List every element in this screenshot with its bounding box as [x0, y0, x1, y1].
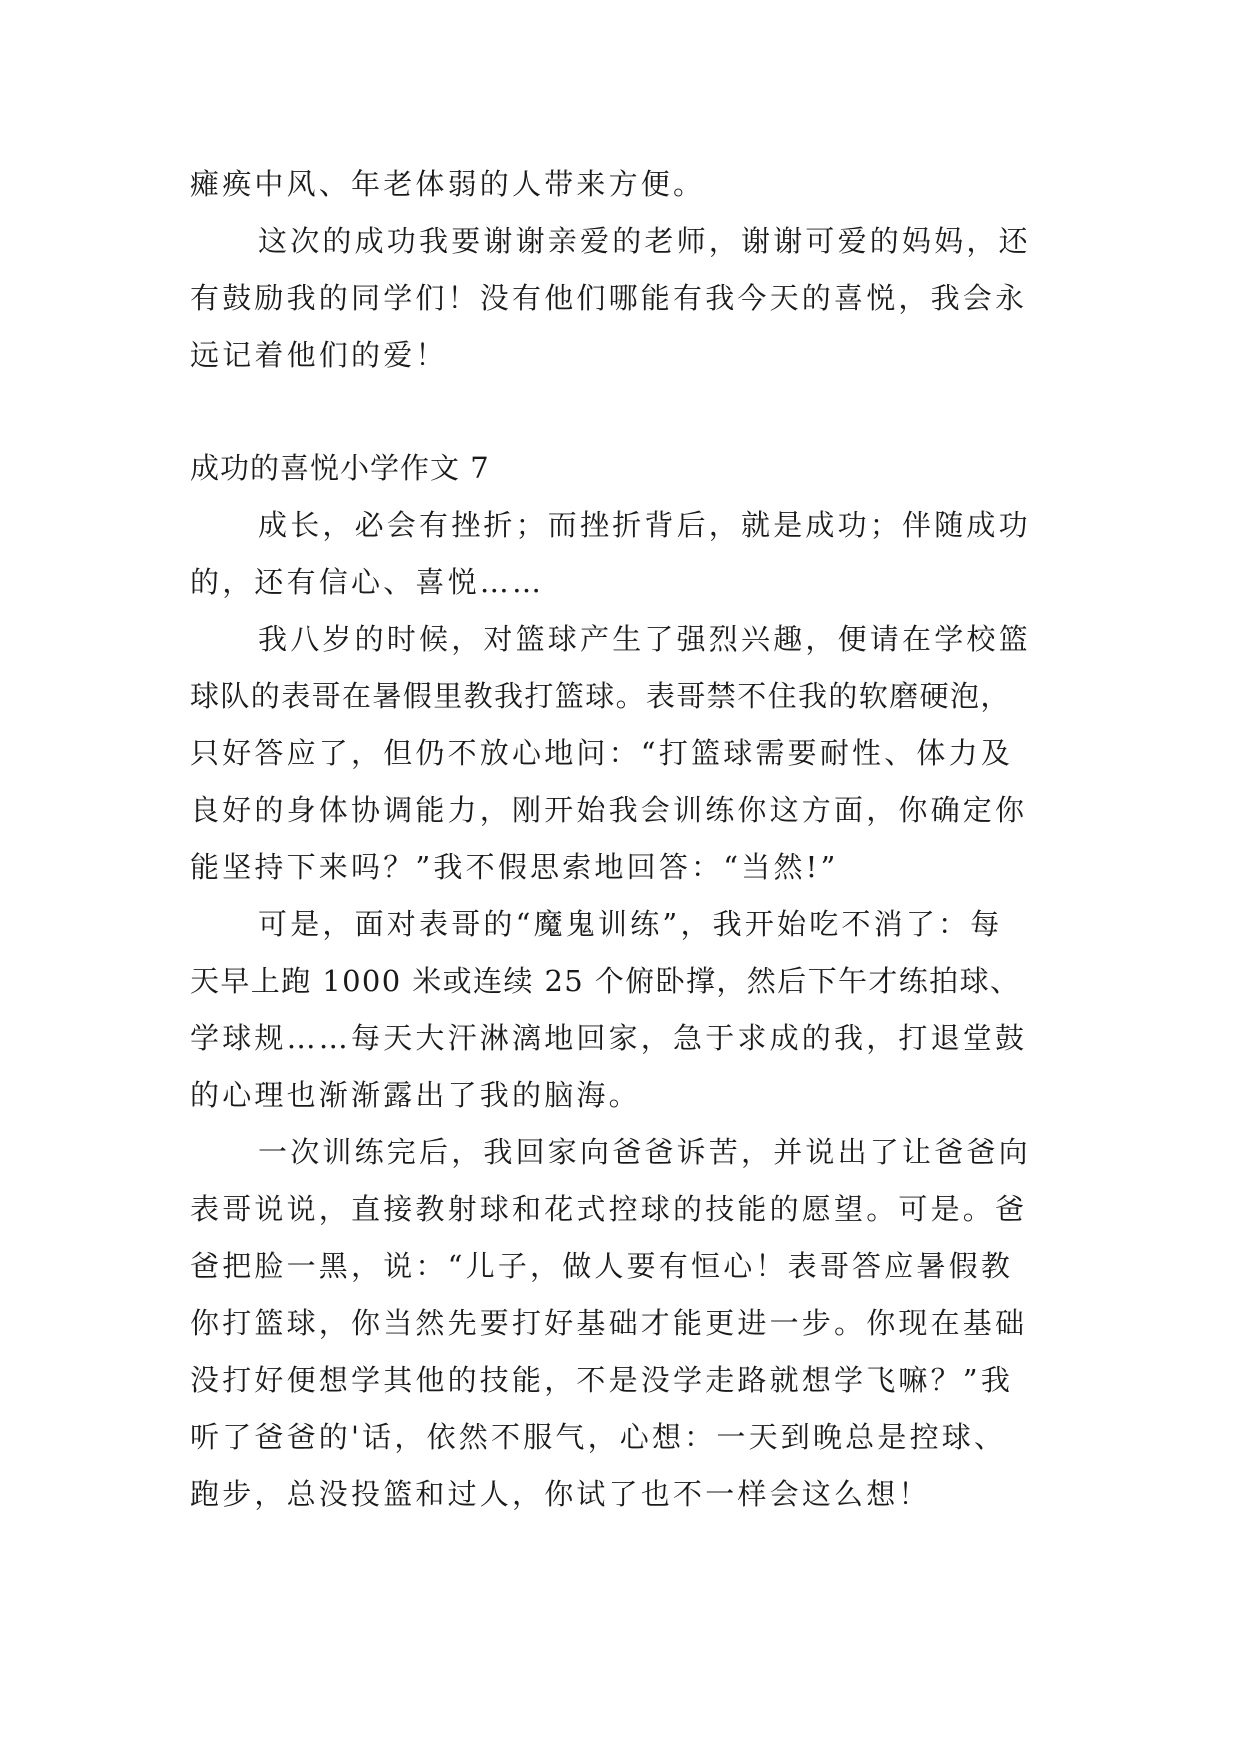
- paragraph-line: 学球规……每天大汗淋漓地回家，急于求成的我，打退堂鼓: [190, 1021, 1028, 1055]
- paragraph-line: 成长，必会有挫折；而挫折背后，就是成功；伴随成功: [258, 508, 1031, 542]
- paragraph-line: 可是，面对表哥的“魔鬼训练”，我开始吃不消了：每: [258, 907, 1003, 941]
- paragraph-line: 球队的表哥在暑假里教我打篮球。表哥禁不住我的软磨硬泡，: [190, 679, 1011, 713]
- section-heading: 成功的喜悦小学作文 7: [190, 451, 490, 485]
- paragraph-line: 的心理也渐渐露出了我的脑海。: [190, 1078, 641, 1112]
- paragraph-line: 远记着他们的爱！: [190, 338, 448, 372]
- paragraph-line: 这次的成功我要谢谢亲爱的老师，谢谢可爱的妈妈，还: [258, 224, 1031, 258]
- paragraph-line: 天早上跑 1000 米或连续 25 个俯卧撑，然后下午才练拍球、: [190, 964, 1021, 998]
- paragraph-line: 跑步，总没投篮和过人，你试了也不一样会这么想！: [190, 1477, 931, 1511]
- paragraph-line: 瘫痪中风、年老体弱的人带来方便。: [190, 167, 706, 201]
- paragraph-line: 一次训练完后，我回家向爸爸诉苦，并说出了让爸爸向: [258, 1135, 1031, 1169]
- paragraph-line: 你打篮球，你当然先要打好基础才能更进一步。你现在基础: [190, 1306, 1028, 1340]
- paragraph-line: 爸把脸一黑，说：“儿子，做人要有恒心！表哥答应暑假教: [190, 1249, 1014, 1283]
- paragraph-line: 听了爸爸的'话，依然不服气，心想：一天到晚总是控球、: [190, 1420, 1007, 1454]
- paragraph-line: 有鼓励我的同学们！没有他们哪能有我今天的喜悦，我会永: [190, 281, 1028, 315]
- paragraph-line: 表哥说说，直接教射球和花式控球的技能的愿望。可是。爸: [190, 1192, 1028, 1226]
- paragraph-line: 我八岁的时候，对篮球产生了强烈兴趣，便请在学校篮: [258, 622, 1031, 656]
- paragraph-line: 良好的身体协调能力，刚开始我会训练你这方面，你确定你: [190, 793, 1028, 827]
- paragraph-line: 的，还有信心、喜悦……: [190, 565, 545, 599]
- paragraph-line: 只好答应了，但仍不放心地问：“打篮球需要耐性、体力及: [190, 736, 1014, 770]
- paragraph-line: 没打好便想学其他的技能，不是没学走路就想学飞嘛？”我: [190, 1363, 1014, 1397]
- paragraph-line: 能坚持下来吗？”我不假思索地回答：“当然!”: [190, 850, 839, 884]
